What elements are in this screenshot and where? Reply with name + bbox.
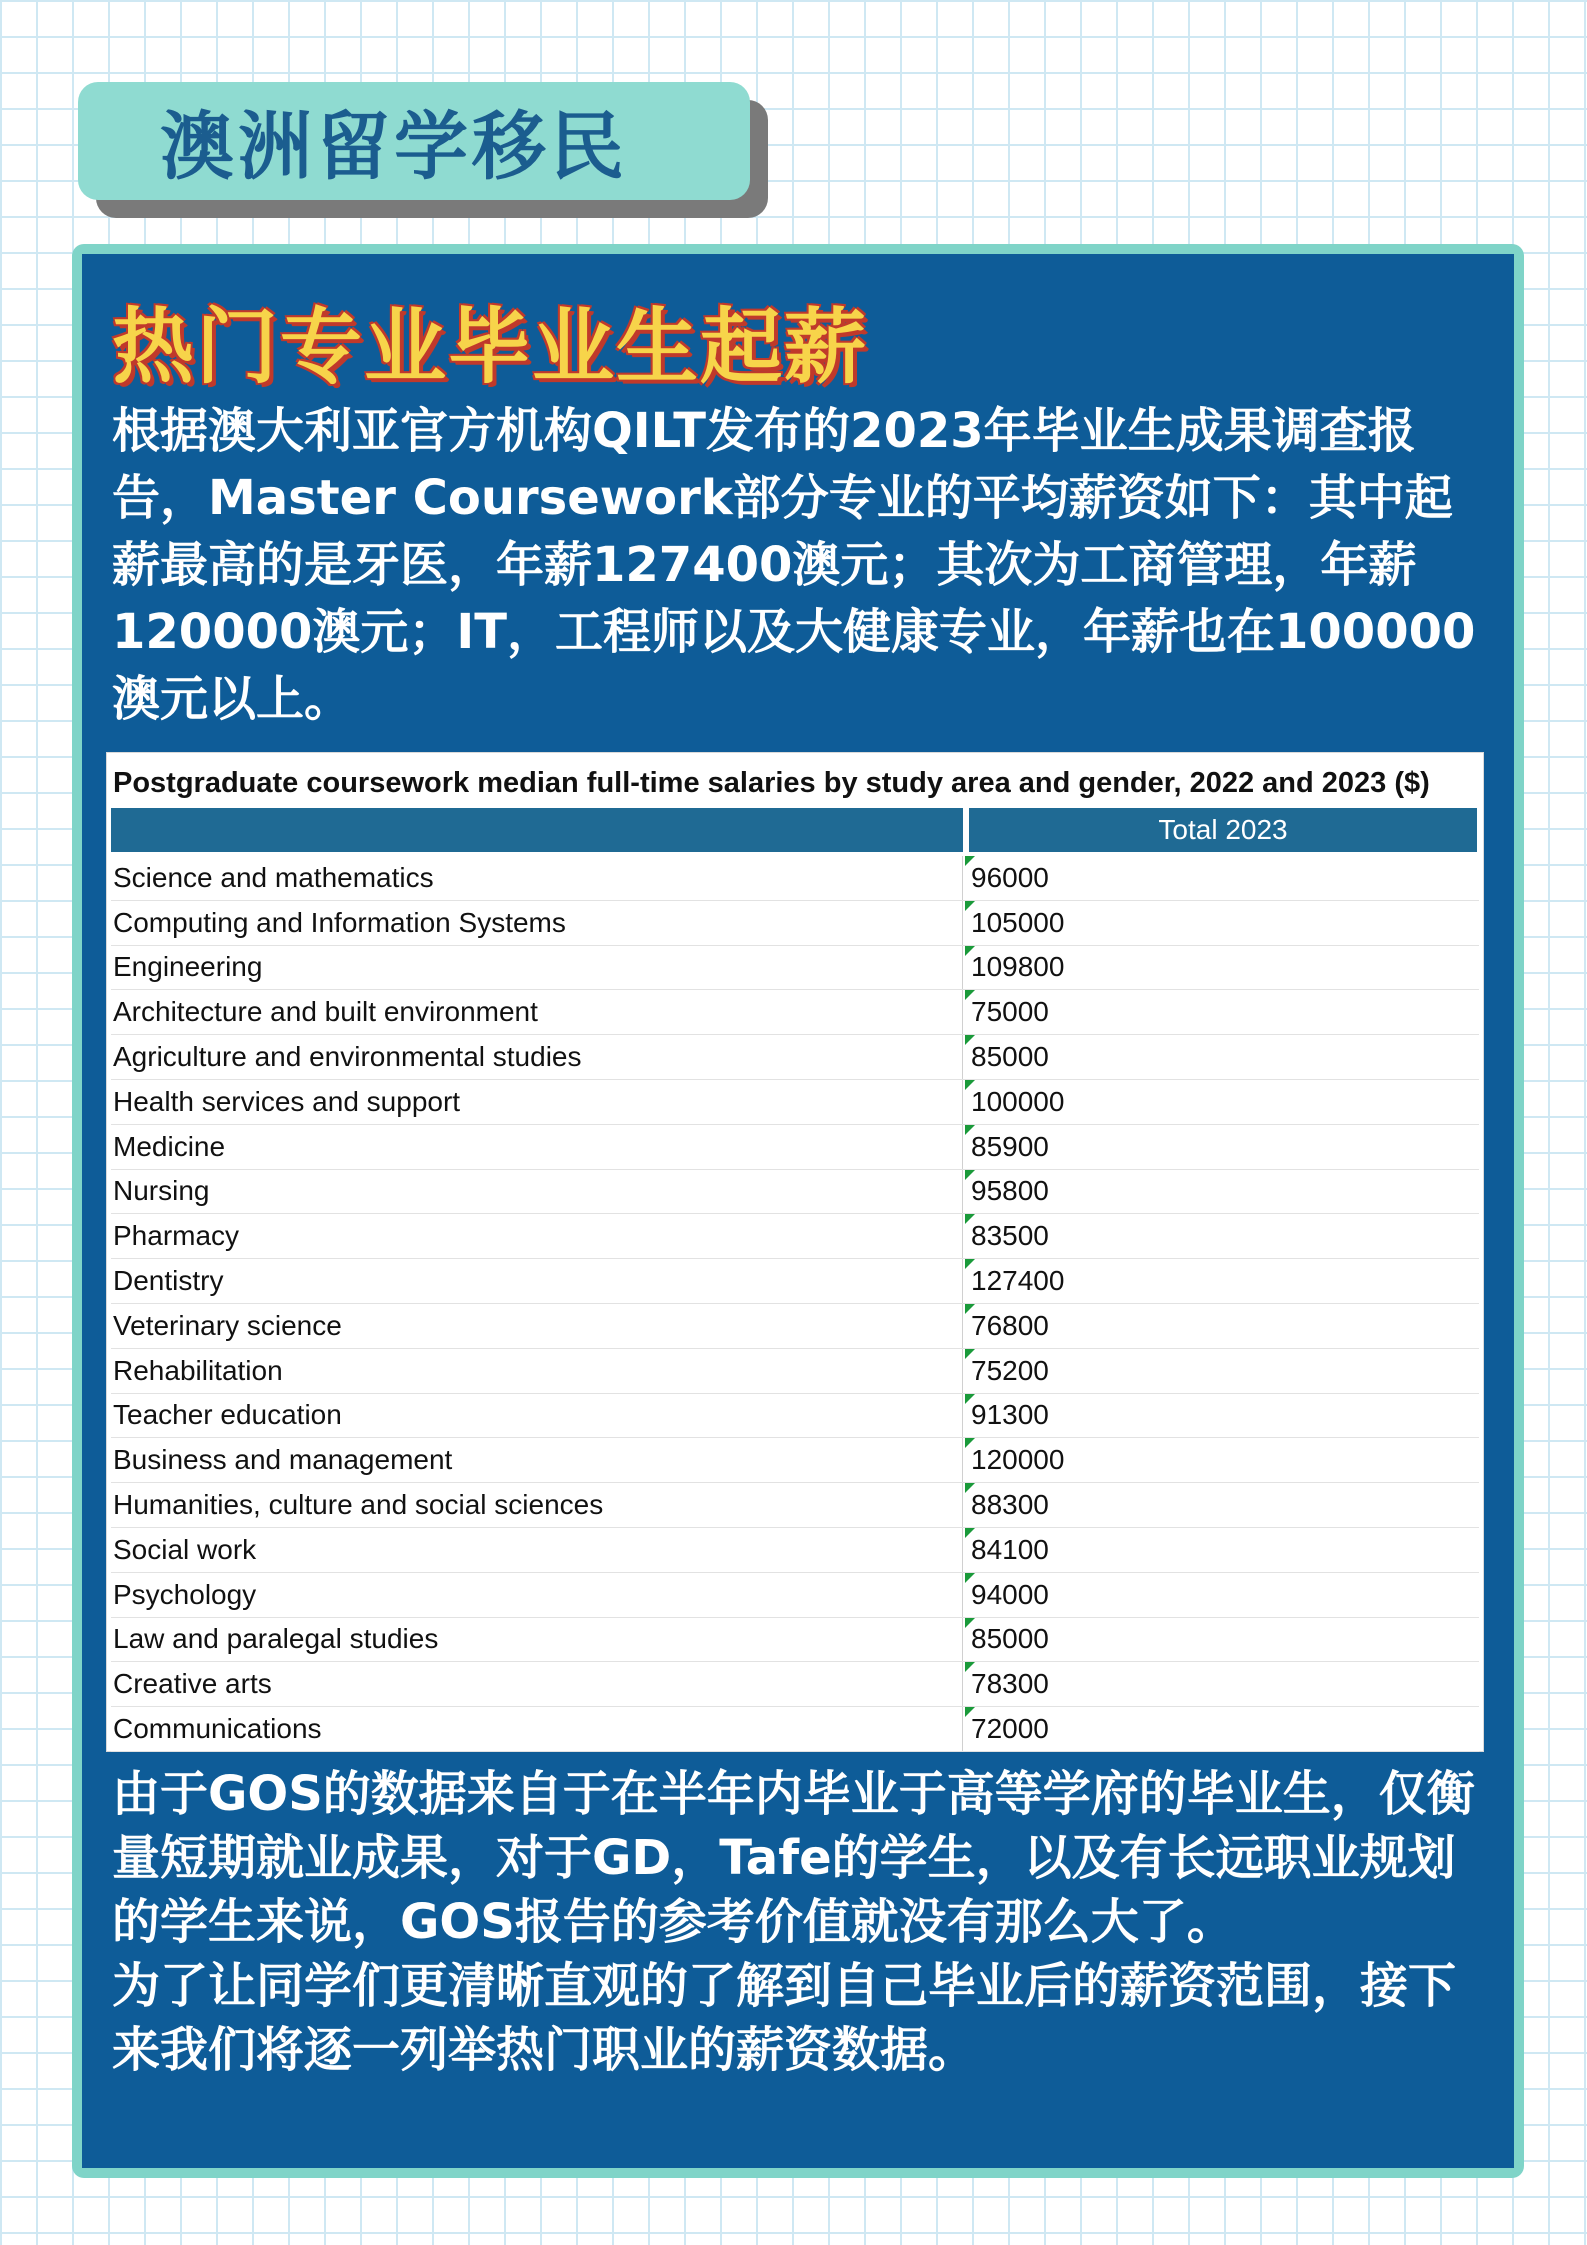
study-area-cell: Pharmacy (111, 1214, 963, 1258)
table-row (111, 990, 1479, 1035)
study-area-cell: Communications (111, 1707, 963, 1751)
salary-cell: 96000 (963, 856, 1049, 900)
table-row (111, 1349, 1479, 1394)
salary-cell: 91300 (963, 1394, 1049, 1438)
study-area-cell: Architecture and built environment (111, 990, 963, 1034)
table-row (111, 1438, 1479, 1483)
study-area-cell: Medicine (111, 1125, 963, 1169)
outro-text (112, 1762, 1492, 2082)
salary-cell: 72000 (963, 1707, 1049, 1751)
study-area-cell: Computing and Information Systems (111, 901, 963, 945)
salary-cell: 100000 (963, 1080, 1064, 1124)
salary-cell: 75200 (963, 1349, 1049, 1393)
salary-cell: 76800 (963, 1304, 1049, 1348)
study-area-cell: Engineering (111, 946, 963, 990)
salary-table (106, 752, 1484, 1752)
table-row (111, 1080, 1479, 1125)
salary-cell: 75000 (963, 990, 1049, 1034)
table-row (111, 1573, 1479, 1618)
table-row (111, 1394, 1479, 1439)
study-area-cell: Business and management (111, 1438, 963, 1482)
salary-cell: 94000 (963, 1573, 1049, 1617)
study-area-cell: Dentistry (111, 1259, 963, 1303)
salary-cell: 127400 (963, 1259, 1064, 1303)
table-row (111, 1259, 1479, 1304)
intro-paragraph: 根据澳大利亚官方机构QILT发布的2023年毕业生成果调查报告，Master Coursework部分专业的平均薪资如下：其中起薪最高的是牙医，年薪127400澳元；其次为工商管理，年薪120000澳元；IT，工程师以及大健康专业，年薪也在100000澳元以上。 (112, 403, 1476, 727)
title-tag (78, 82, 750, 200)
study-area-cell: Agriculture and environmental studies (111, 1035, 963, 1079)
tag-title: 澳洲留学移民 (160, 104, 628, 190)
table-row (111, 901, 1479, 946)
outro-paragraph-1: 由于GOS的数据来自于在半年内毕业于高等学府的毕业生，仅衡量短期就业成果，对于GD，Tafe的学生，以及有长远职业规划的学生来说，GOS报告的参考价值就没有那么大了。 (112, 1766, 1475, 1950)
table-row (111, 1483, 1479, 1528)
table-header-area (111, 808, 963, 852)
study-area-cell: Veterinary science (111, 1304, 963, 1348)
table-row (111, 1618, 1479, 1663)
table-row (111, 1170, 1479, 1215)
salary-cell: 83500 (963, 1214, 1049, 1258)
table-title: Postgraduate coursework median full-time salaries by study area and gender, 2022 and 2023 ($) (113, 767, 1430, 799)
salary-cell: 84100 (963, 1528, 1049, 1572)
table-header-total: Total 2023 (969, 808, 1477, 852)
study-area-cell: Nursing (111, 1170, 963, 1214)
salary-cell: 95800 (963, 1170, 1049, 1214)
table-row (111, 1035, 1479, 1080)
salary-cell: 85900 (963, 1125, 1049, 1169)
table-row (111, 1662, 1479, 1707)
table-row (111, 946, 1479, 991)
study-area-cell: Rehabilitation (111, 1349, 963, 1393)
study-area-cell: Teacher education (111, 1394, 963, 1438)
outro-paragraph-2: 为了让同学们更清晰直观的了解到自己毕业后的薪资范围，接下来我们将逐一列举热门职业的薪资数据。 (112, 1958, 1457, 2078)
salary-cell: 85000 (963, 1035, 1049, 1079)
table-row (111, 1304, 1479, 1349)
table-row (111, 1528, 1479, 1573)
table-row (111, 856, 1479, 901)
salary-cell: 88300 (963, 1483, 1049, 1527)
table-row (111, 1707, 1479, 1752)
study-area-cell: Science and mathematics (111, 856, 963, 900)
section-heading: 热门专业毕业生起薪 (112, 300, 869, 395)
salary-cell: 109800 (963, 946, 1064, 990)
salary-cell: 105000 (963, 901, 1064, 945)
table-rows (111, 856, 1479, 1752)
salary-cell: 85000 (963, 1618, 1049, 1662)
study-area-cell: Creative arts (111, 1662, 963, 1706)
table-row (111, 1125, 1479, 1170)
study-area-cell: Health services and support (111, 1080, 963, 1124)
study-area-cell: Law and paralegal studies (111, 1618, 963, 1662)
table-row (111, 1214, 1479, 1259)
study-area-cell: Psychology (111, 1573, 963, 1617)
salary-cell: 78300 (963, 1662, 1049, 1706)
study-area-cell: Social work (111, 1528, 963, 1572)
study-area-cell: Humanities, culture and social sciences (111, 1483, 963, 1527)
salary-cell: 120000 (963, 1438, 1064, 1482)
